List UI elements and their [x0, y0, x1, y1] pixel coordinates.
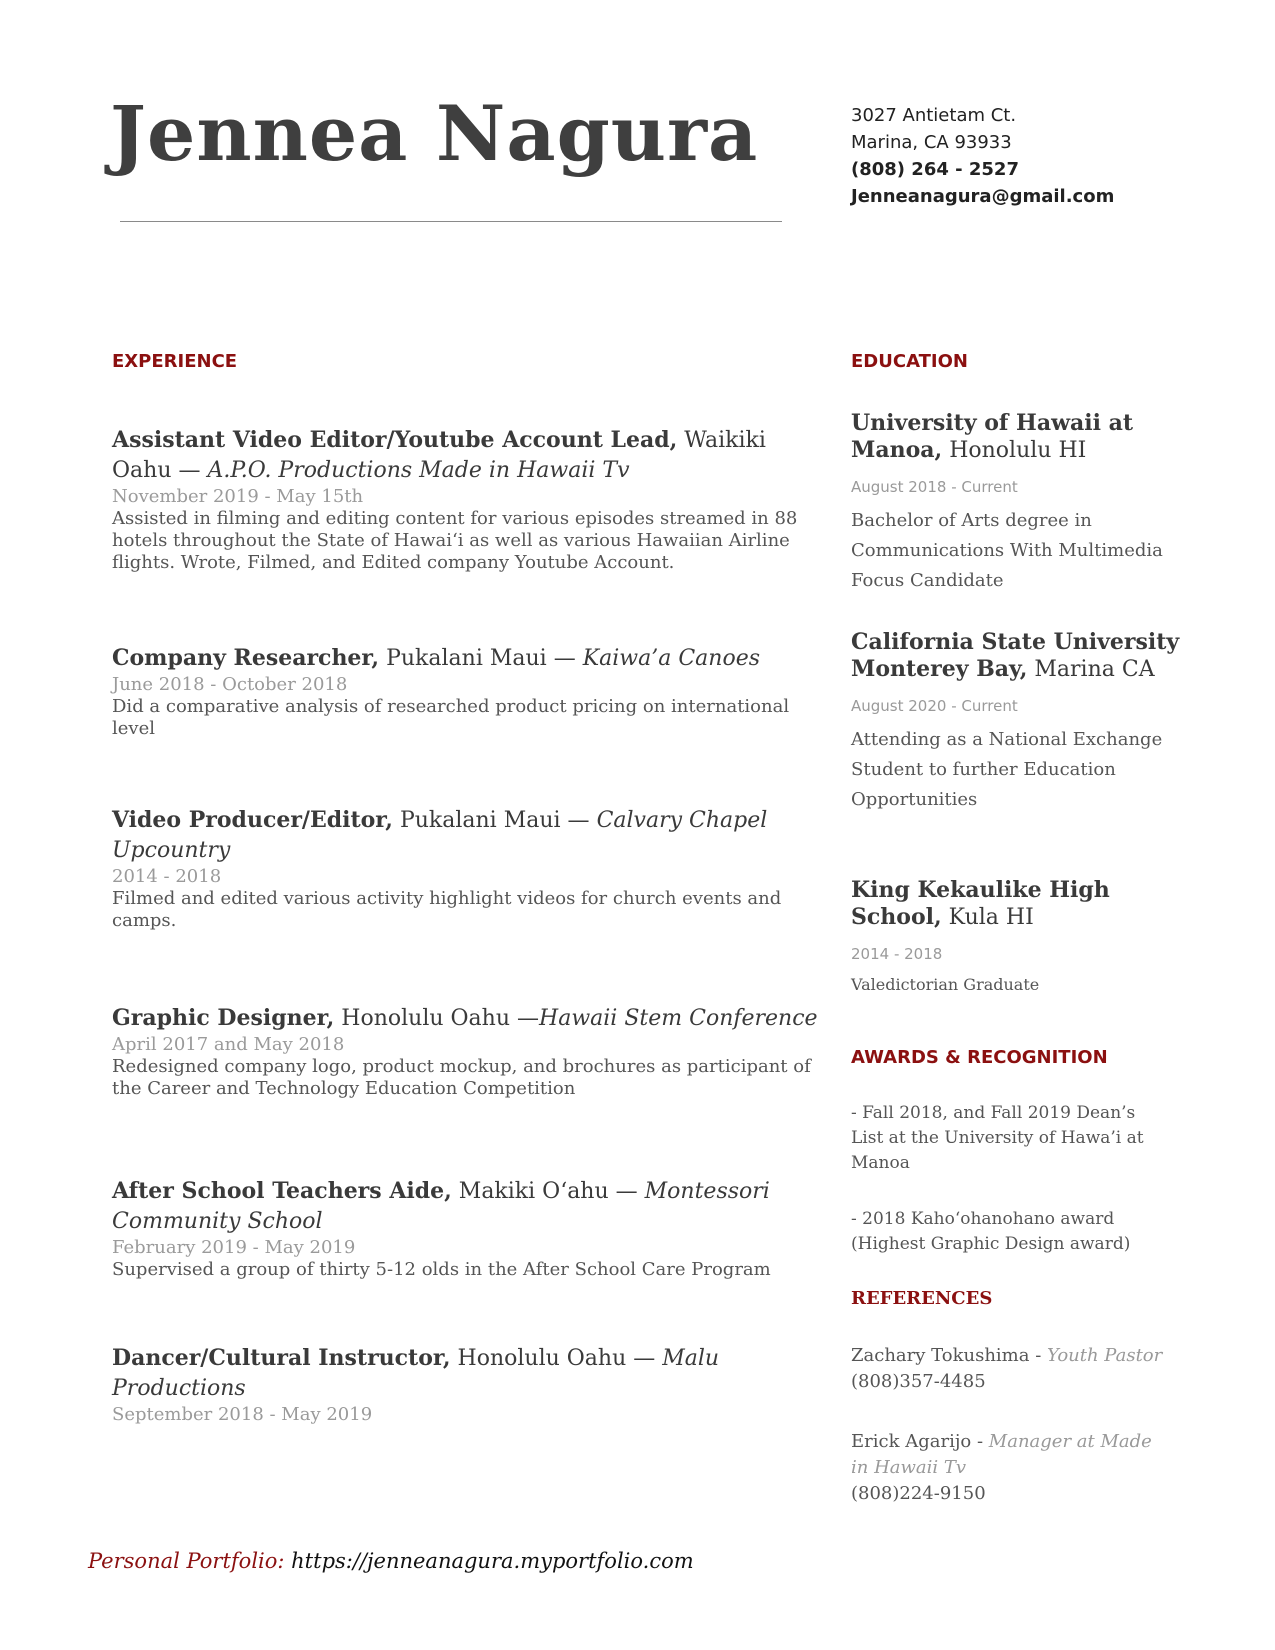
education-title [851, 629, 1181, 683]
job-title [112, 1003, 824, 1034]
education-title [851, 877, 1181, 931]
job-role: Video Producer/Editor, [112, 807, 393, 833]
job-dates: April 2017 and May 2018 [112, 1034, 345, 1055]
job-title [112, 1176, 824, 1237]
header-divider [120, 221, 782, 222]
education-description: Bachelor of Arts degree in Communications With Multimedia Focus Candidate [851, 510, 1163, 591]
education-dates: 2014 - 2018 [851, 945, 943, 963]
job-description: Assisted in filming and editing content for various episodes streamed in 88 hotels throughout the State of Hawaiʻi as well as various Hawaiian Airline flights. Wrote, Filmed, and Edited company Youtube Account. [112, 508, 798, 573]
education-entry [851, 410, 1181, 596]
reference-entry [851, 1343, 1171, 1395]
job-dates: November 2019 - May 15th [112, 486, 364, 507]
institution-name: King Kekaulike High School, [851, 877, 1110, 930]
education-description: Valedictorian Graduate [851, 975, 1040, 994]
education-entry [851, 877, 1181, 997]
portfolio-footer [88, 1549, 694, 1573]
job-description: Redesigned company logo, product mockup, and brochures as participant of the Career and Technology Education Competition [112, 1056, 811, 1099]
reference-phone: (808)224-9150 [851, 1483, 986, 1504]
job-entry [112, 425, 824, 574]
institution-location: Kula HI [941, 905, 1034, 930]
job-dates: 2014 - 2018 [112, 866, 222, 887]
job-entry [112, 1343, 824, 1426]
reference-name: Erick Agarijo - [851, 1431, 989, 1452]
education-dates: August 2020 - Current [851, 697, 1018, 715]
job-title [112, 643, 824, 674]
education-description: Attending as a National Exchange Student to further Education Opportunities [851, 729, 1163, 810]
job-role: Dancer/Cultural Instructor, [112, 1345, 451, 1371]
phone-number: (808) 264 - 2527 [851, 159, 1019, 180]
job-title [112, 805, 824, 866]
job-description: Did a comparative analysis of researched product pricing on international level [112, 696, 790, 739]
institution-name: California State University Monterey Bay, [851, 629, 1180, 682]
education-title [851, 410, 1181, 464]
education-entry [851, 629, 1181, 815]
job-role: Graphic Designer, [112, 1005, 335, 1031]
reference-role: Youth Pastor [1047, 1345, 1163, 1366]
job-organization: Kaiwa’a Canoes [582, 646, 761, 671]
award-item: - Fall 2018, and Fall 2019 Dean’s List at the University of Hawa’i at Manoa [851, 1103, 1144, 1173]
job-entry [112, 1003, 824, 1100]
institution-location: Marina CA [1027, 657, 1155, 682]
job-entry [112, 805, 824, 932]
job-dates: February 2019 - May 2019 [112, 1237, 356, 1258]
portfolio-link[interactable]: https://jenneanagura.myportfolio.com [284, 1549, 694, 1573]
job-organization: Montessori Community School [112, 1179, 770, 1234]
reference-entry [851, 1429, 1171, 1507]
job-role: After School Teachers Aide, [112, 1178, 452, 1204]
job-dates: June 2018 - October 2018 [112, 674, 348, 695]
job-description: Filmed and edited various activity highlight videos for church events and camps. [112, 888, 782, 931]
reference-name: Zachary Tokushima - [851, 1345, 1047, 1366]
job-location: Pukalani Maui — [392, 808, 597, 833]
job-title [112, 1343, 824, 1404]
experience-heading: EXPERIENCE [112, 351, 238, 372]
job-organization: Hawaii Stem Conference [539, 1006, 818, 1031]
institution-name: University of Hawaii at Manoa, [851, 410, 1134, 463]
job-organization: Calvary Chapel Upcountry [112, 808, 768, 863]
job-location: Makiki Oʻahu — [451, 1179, 645, 1204]
job-location: Honolulu Oahu — [450, 1346, 663, 1371]
awards-heading: AWARDS & RECOGNITION [851, 1047, 1108, 1068]
job-role: Company Researcher, [112, 645, 380, 671]
job-location: Honolulu Oahu — [334, 1006, 540, 1031]
resume-name: Jennea Nagura [110, 89, 759, 178]
contact-block [851, 102, 1114, 210]
address-line-2: Marina, CA 93933 [851, 132, 1012, 153]
job-description: Supervised a group of thirty 5-12 olds in the After School Care Program [112, 1259, 771, 1280]
education-dates: August 2018 - Current [851, 478, 1018, 496]
job-dates: September 2018 - May 2019 [112, 1404, 373, 1425]
job-role: Assistant Video Editor/Youtube Account Lead, [112, 427, 678, 453]
job-entry [112, 1176, 824, 1281]
job-organization: A.P.O. Productions Made in Hawaii Tv [207, 458, 630, 483]
institution-location: Honolulu HI [942, 438, 1087, 463]
job-entry [112, 643, 824, 740]
job-organization: Malu Productions [112, 1346, 720, 1401]
job-location: Pukalani Maui — [379, 646, 583, 671]
email-address: Jenneanagura@gmail.com [851, 186, 1115, 207]
references-heading: REFERENCES [851, 1288, 993, 1309]
award-item: - 2018 Kahoʻohanohano award (Highest Graphic Design award) [851, 1209, 1131, 1254]
job-location: Waikiki Oahu — [112, 428, 766, 483]
reference-phone: (808)357-4485 [851, 1371, 986, 1392]
job-title [112, 425, 824, 486]
address-line-1: 3027 Antietam Ct. [851, 105, 1017, 126]
portfolio-label: Personal Portfolio: [88, 1549, 285, 1573]
reference-role: Manager at Made in Hawaii Tv [851, 1431, 1152, 1478]
education-heading: EDUCATION [851, 351, 968, 372]
